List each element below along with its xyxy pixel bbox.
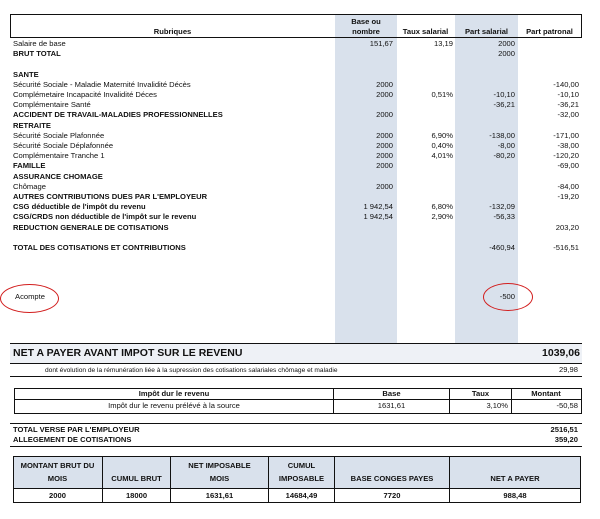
allegement-label: ALLEGEMENT DE COTISATIONS: [13, 435, 132, 444]
summary-header-net-payer: NET A PAYER: [490, 474, 540, 483]
net-note-border: [10, 376, 582, 377]
header-rubriques: Rubriques: [153, 27, 192, 36]
row-part-patronal: -36,21: [557, 100, 579, 109]
row-part-patronal: -84,00: [557, 182, 579, 191]
row-label: CSG/CRDS non déductible de l'impôt sur le revenu: [13, 212, 197, 221]
impot-header-base: Base: [382, 389, 401, 398]
row-label: Complémentaire Santé: [13, 100, 91, 109]
row-taux: 0,51%: [431, 90, 453, 99]
header-taux-salarial: Taux salarial: [402, 27, 449, 36]
row-part-patronal: -171,00: [553, 131, 579, 140]
row-part-salarial: -132,09: [489, 202, 515, 211]
net-a-payer-value: 1039,06: [542, 347, 580, 359]
row-part-salarial: -8,00: [497, 141, 515, 150]
summary-header-cumul-imp-l1: CUMUL: [287, 461, 316, 470]
row-base: 2000: [376, 110, 393, 119]
row-label: Sécurité Sociale Déplafonnée: [13, 141, 114, 150]
row-label: RETRAITE: [13, 121, 51, 130]
net-a-payer-label: NET A PAYER AVANT IMPOT SUR LE REVENU: [13, 347, 243, 359]
acompte-label: Acompte: [15, 292, 45, 301]
row-part-patronal: -140,00: [553, 80, 579, 89]
summary-header-brut-l2: MOIS: [47, 474, 68, 483]
summary-value-cumul-brut: 18000: [125, 491, 148, 500]
row-base: 1 942,54: [363, 212, 393, 221]
row-part-patronal: -38,00: [557, 141, 579, 150]
row-base: 2000: [376, 80, 393, 89]
total-employeur-label: TOTAL VERSE PAR L'EMPLOYEUR: [13, 425, 140, 434]
row-label: ASSURANCE CHOMAGE: [13, 172, 103, 181]
impot-header-taux: Taux: [471, 389, 490, 398]
row-label: BRUT TOTAL: [13, 49, 61, 58]
row-part-patronal: -19,20: [557, 192, 579, 201]
row-label: TOTAL DES COTISATIONS ET CONTRIBUTIONS: [13, 243, 186, 252]
row-part-salarial: 2000: [498, 49, 515, 58]
row-label: Complémetaire Incapacité Invalidité Déces: [13, 90, 157, 99]
row-label: Sécurité Sociale - Maladie Maternité Invalidité Décès: [13, 80, 191, 89]
acompte-value-circle: [483, 283, 533, 311]
row-label: FAMILLE: [13, 161, 46, 170]
row-label: ACCIDENT DE TRAVAIL-MALADIES PROFESSIONNELLES: [13, 110, 223, 119]
total-employeur-value: 2516,51: [550, 425, 578, 434]
base-column-shade: [335, 14, 397, 343]
summary-header-separator: [13, 488, 581, 489]
totals-bottom-border: [10, 446, 582, 447]
table-right-border: [581, 14, 582, 38]
row-taux: 13,19: [433, 39, 453, 48]
net-note: dont évolution de la rémunération liée à la supression des cotisations salariales chômage et maladie: [45, 367, 338, 374]
row-label: Complémentaire Tranche 1: [13, 151, 105, 160]
header-separator: [10, 37, 582, 38]
impot-row-montant: -50,58: [556, 401, 578, 410]
row-base: 2000: [376, 182, 393, 191]
impot-row-label: Impôt dur le revenu prélévé à la source: [108, 401, 240, 410]
summary-value-net-imp: 1631,61: [205, 491, 234, 500]
acompte-value: -500: [499, 292, 515, 301]
row-label: REDUCTION GENERALE DE COTISATIONS: [13, 223, 169, 232]
summary-value-net-payer: 988,48: [503, 491, 527, 500]
row-part-salarial: -80,20: [493, 151, 515, 160]
allegement-value: 359,20: [554, 435, 578, 444]
row-part-patronal: -10,10: [557, 90, 579, 99]
row-base: 2000: [376, 131, 393, 140]
row-base: 151,67: [369, 39, 393, 48]
row-label: Salaire de base: [13, 39, 66, 48]
totals-top-border: [10, 423, 582, 424]
row-part-patronal: -32,00: [557, 110, 579, 119]
row-base: 1 942,54: [363, 202, 393, 211]
summary-header-conges: BASE CONGES PAYES: [350, 474, 434, 483]
row-part-patronal: 203,20: [555, 223, 579, 232]
summary-header-cumul-brut: CUMUL BRUT: [111, 474, 162, 483]
row-base: 2000: [376, 90, 393, 99]
impot-header-label: Impôt dur le revenu: [138, 389, 210, 398]
impot-row-base: 1631,61: [377, 401, 406, 410]
row-label: SANTE: [13, 70, 39, 79]
summary-header-brut-l1: MONTANT BRUT DU: [20, 461, 95, 470]
summary-header-net-imp-l1: NET IMPOSABLE: [188, 461, 251, 470]
net-bottom-border: [10, 363, 582, 364]
row-part-salarial: -56,33: [493, 212, 515, 221]
row-taux: 6,80%: [431, 202, 453, 211]
header-part-patronal: Part patronal: [526, 27, 573, 36]
row-label: Sécurité Sociale Plafonnée: [13, 131, 105, 140]
row-part-salarial: -460,94: [489, 243, 515, 252]
summary-value-conges: 7720: [383, 491, 401, 500]
header-base-line1: Base ou: [351, 17, 381, 26]
row-part-salarial: -138,00: [489, 131, 515, 140]
row-part-salarial: -10,10: [493, 90, 515, 99]
header-base-line2: nombre: [352, 27, 380, 36]
row-label: AUTRES CONTRIBUTIONS DUES PAR L'EMPLOYEUR: [13, 192, 208, 201]
summary-value-cumul-imp: 14684,49: [285, 491, 318, 500]
summary-header-net-imp-l2: MOIS: [209, 474, 230, 483]
row-taux: 2,90%: [431, 212, 453, 221]
net-note-value: 29,98: [558, 365, 578, 374]
impot-row-taux: 3,10%: [486, 401, 508, 410]
row-label: Chômage: [13, 182, 46, 191]
row-part-patronal: -69,00: [557, 161, 579, 170]
acompte-label-circle: [0, 284, 59, 313]
row-part-patronal: -516,51: [553, 243, 579, 252]
summary-header-cumul-imp-l2: IMPOSABLE: [278, 474, 325, 483]
row-label: CSG déductible de l'impôt du revenu: [13, 202, 146, 211]
row-base: 2000: [376, 161, 393, 170]
row-base: 2000: [376, 141, 393, 150]
impot-header-separator: [14, 399, 582, 400]
row-part-patronal: -120,20: [553, 151, 579, 160]
row-base: 2000: [376, 151, 393, 160]
row-taux: 4,01%: [431, 151, 453, 160]
table-top-border: [10, 14, 582, 15]
row-part-salarial: 2000: [498, 39, 515, 48]
summary-value-brut: 2000: [49, 491, 66, 500]
impot-header-montant: Montant: [531, 389, 561, 398]
row-taux: 0,40%: [431, 141, 453, 150]
header-part-salarial: Part salarial: [464, 27, 509, 36]
row-taux: 6,90%: [431, 131, 453, 140]
row-part-salarial: -36,21: [493, 100, 515, 109]
